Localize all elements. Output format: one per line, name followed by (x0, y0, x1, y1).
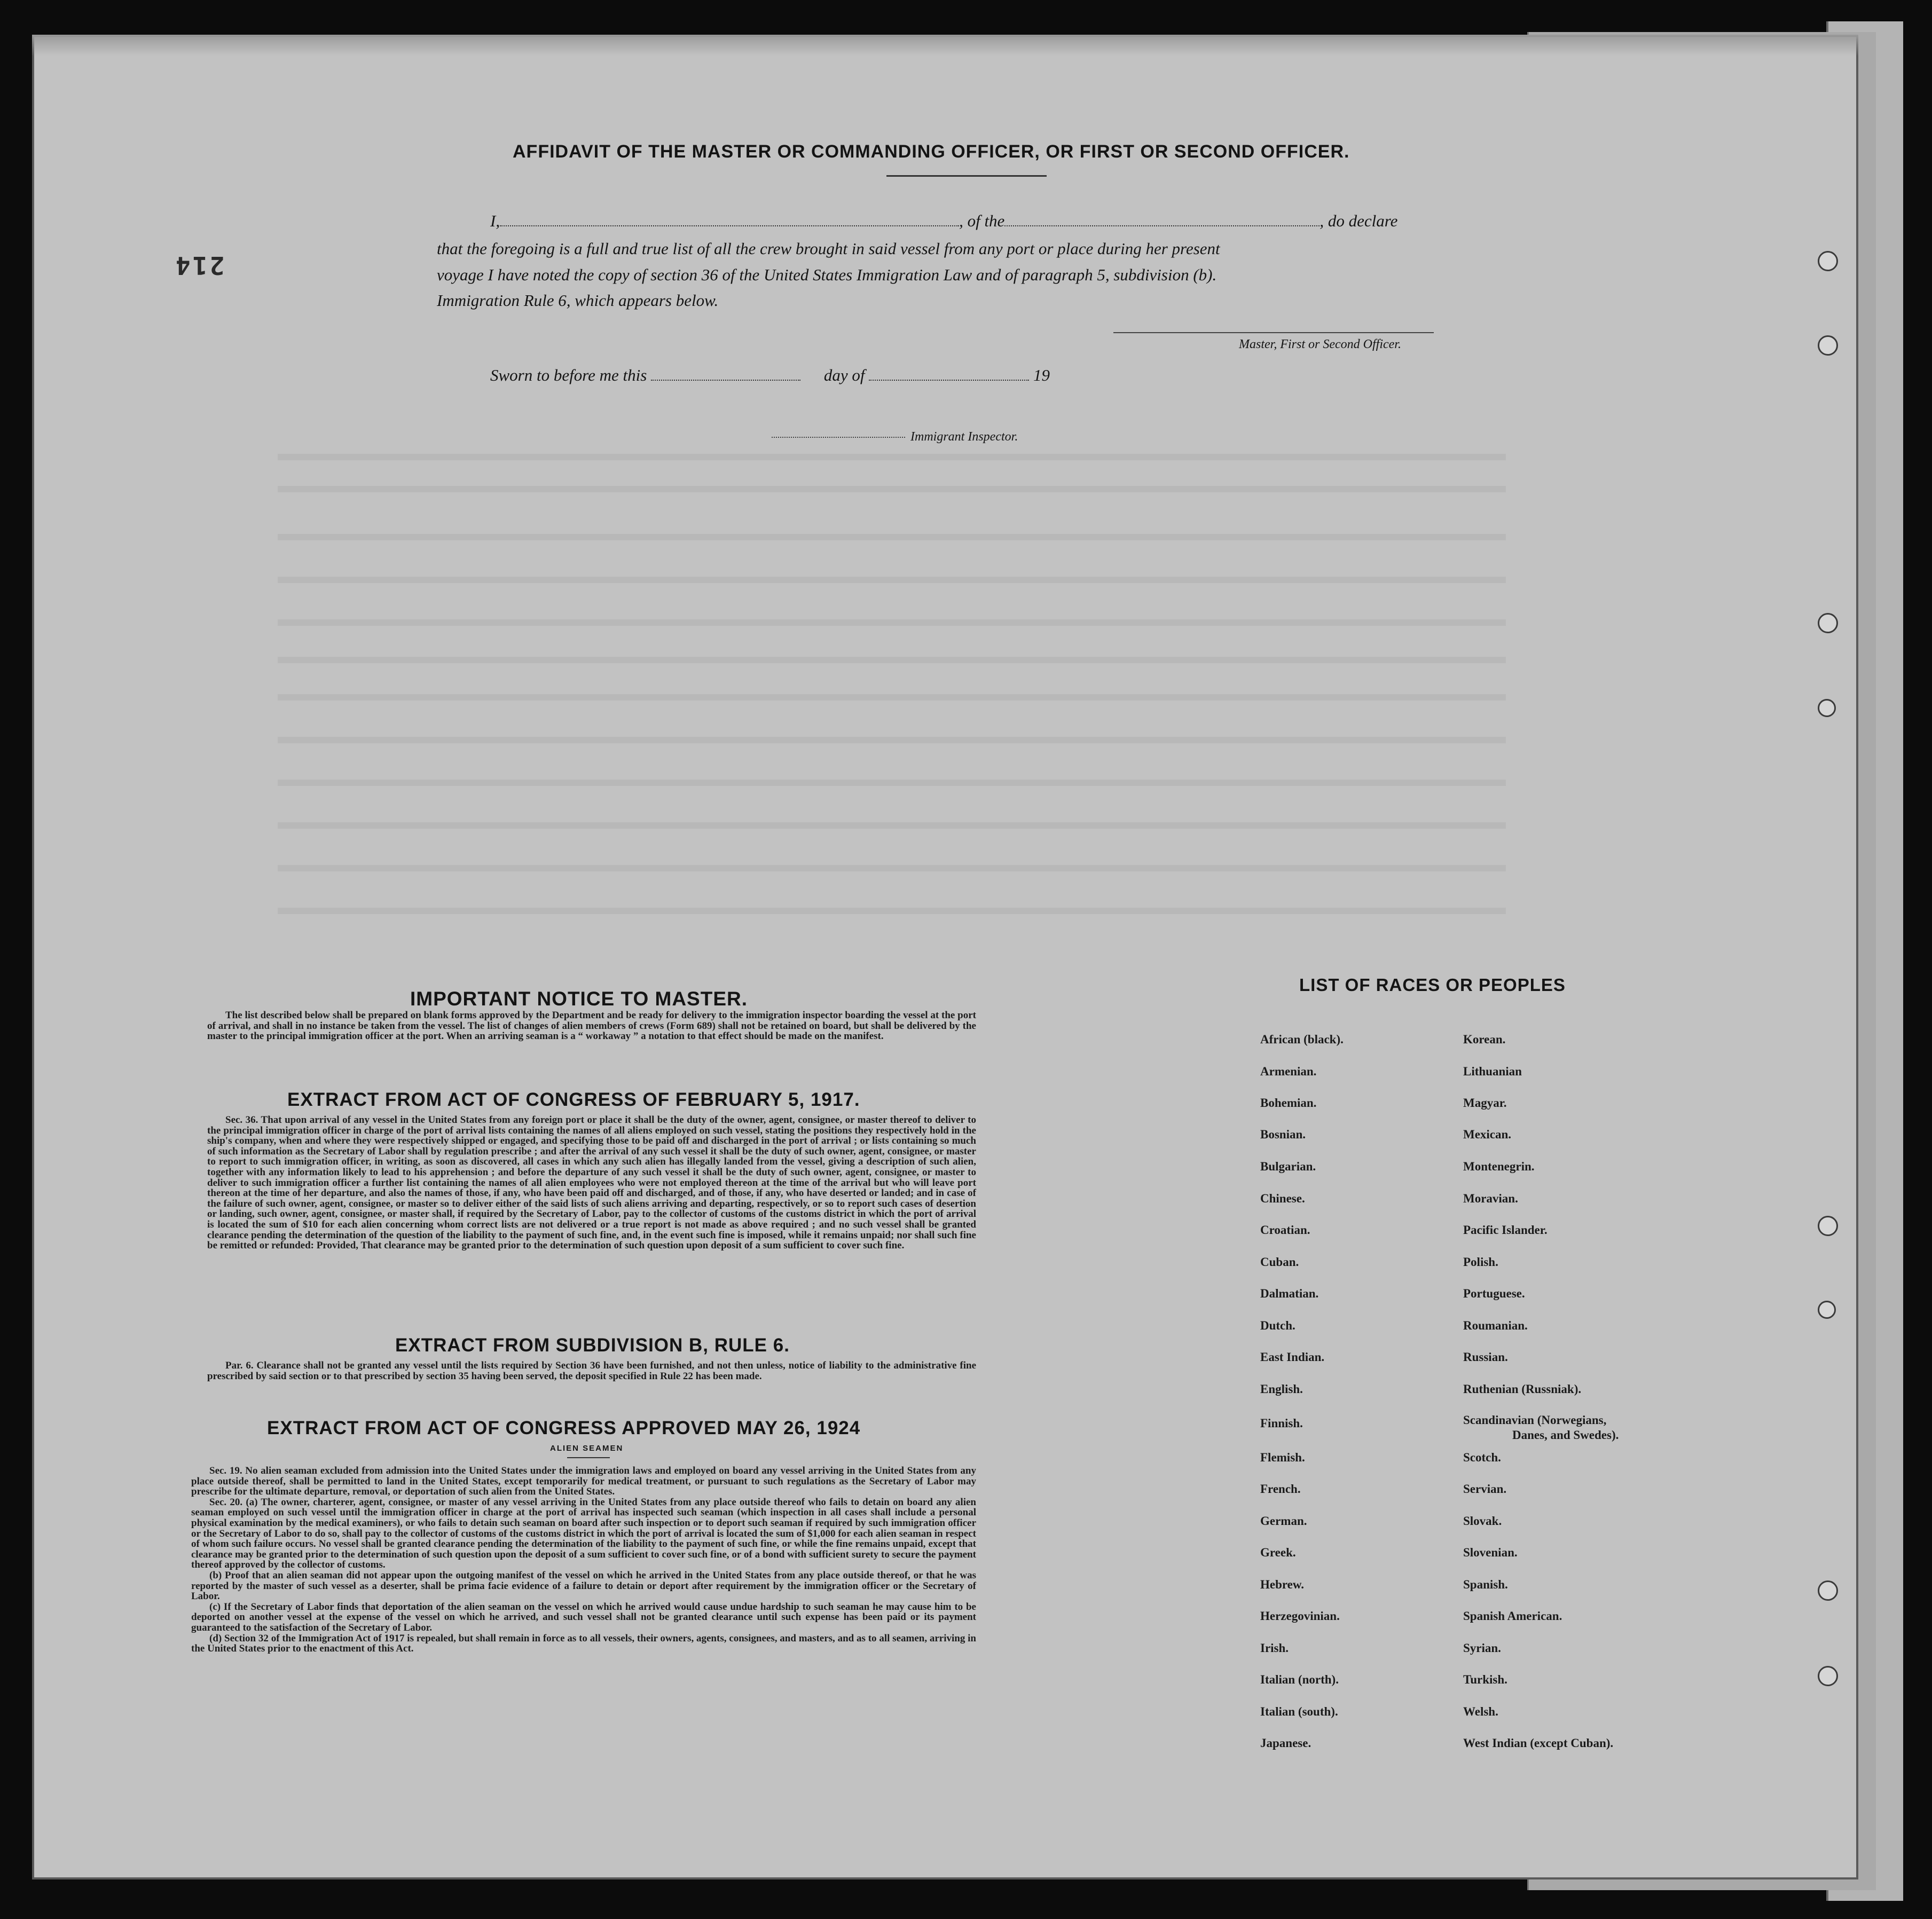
race-item: Dutch. (1260, 1319, 1295, 1332)
day-blank[interactable] (651, 380, 800, 381)
race-item: Scotch. (1463, 1451, 1501, 1464)
race-item: Russian. (1463, 1350, 1508, 1364)
page-shadow (32, 35, 1858, 56)
punch-hole (1818, 613, 1838, 633)
extract-rule6-title: EXTRACT FROM SUBDIVISION B, RULE 6. (395, 1335, 790, 1356)
bleed-through-row (278, 694, 1506, 701)
race-item: Syrian. (1463, 1641, 1501, 1655)
race-item: Chinese. (1260, 1192, 1305, 1205)
race-item: Polish. (1463, 1255, 1498, 1269)
notice-title: IMPORTANT NOTICE TO MASTER. (410, 988, 748, 1010)
race-item: Cuban. (1260, 1255, 1299, 1269)
race-item: Herzegovinian. (1260, 1609, 1340, 1623)
race-item: West Indian (except Cuban). (1463, 1736, 1614, 1750)
bleed-through-row (278, 865, 1506, 871)
race-item: Greek. (1260, 1546, 1296, 1559)
stamped-page-number: 214 (174, 251, 225, 280)
race-item: Dalmatian. (1260, 1287, 1319, 1300)
extract-1917-title: EXTRACT FROM ACT OF CONGRESS OF FEBRUARY 5, 1917. (287, 1089, 860, 1110)
extract-1924-paragraph: (c) If the Secretary of Labor finds that deportation of the alien seaman on the vessel on which he arrived would cause undue hardship to such seaman he may cause him to be deported on another vessel at the expense of the vessel on which he arrived, and such vessel shall not be granted clearance until such expense has been paid or its payment guaranteed to the satisfaction of the Secretary of Labor. (191, 1601, 976, 1633)
race-item: Servian. (1463, 1482, 1507, 1496)
punch-hole (1818, 335, 1838, 356)
declaration-line-4: Immigration Rule 6, which appears below. (437, 291, 719, 310)
extract-1924-body (191, 1466, 976, 1654)
race-item: Lithuanian (1463, 1065, 1522, 1078)
race-item: Welsh. (1463, 1705, 1498, 1718)
section-label: Sec. 36. (225, 1114, 258, 1126)
title-divider (886, 175, 1047, 177)
race-item: English. (1260, 1382, 1303, 1396)
day-of-label: day of (823, 366, 865, 384)
punch-hole (1818, 699, 1836, 717)
race-item: Montenegrin. (1463, 1160, 1535, 1173)
of-the-label: , of the (959, 211, 1005, 230)
i-label: I, (490, 211, 500, 230)
inspector-caption: Immigrant Inspector. (910, 430, 1018, 444)
race-item: Scandinavian (Norwegians, (1463, 1413, 1607, 1427)
race-item: East Indian. (1260, 1350, 1325, 1364)
bleed-through-row (278, 619, 1506, 626)
race-item: Bosnian. (1260, 1128, 1306, 1141)
affidavit-title: AFFIDAVIT OF THE MASTER OR COMMANDING OFFICER, OR FIRST OR SECOND OFFICER. (513, 141, 1350, 162)
extract-1924-title: EXTRACT FROM ACT OF CONGRESS APPROVED MAY 26, 1924 (267, 1418, 861, 1438)
race-item: Pacific Islander. (1463, 1223, 1548, 1237)
bleed-through-row (278, 577, 1506, 583)
race-item: Mexican. (1463, 1128, 1512, 1141)
race-item: Turkish. (1463, 1673, 1507, 1686)
race-item: Irish. (1260, 1641, 1289, 1655)
race-item: Bohemian. (1260, 1096, 1317, 1110)
race-item: Japanese. (1260, 1736, 1311, 1750)
race-item: Roumanian. (1463, 1319, 1528, 1332)
race-item: Italian (south). (1260, 1705, 1338, 1718)
punch-hole (1818, 1666, 1838, 1686)
signature-caption: Master, First or Second Officer. (1239, 337, 1401, 351)
race-item: Croatian. (1260, 1223, 1310, 1237)
inspector-signature-line (772, 437, 905, 438)
race-item: Hebrew. (1260, 1578, 1304, 1591)
race-item: Slovak. (1463, 1514, 1502, 1528)
sworn-line (490, 366, 1050, 385)
punch-hole (1818, 1216, 1838, 1236)
races-title: LIST OF RACES OR PEOPLES (1299, 975, 1566, 995)
bleed-through-row (278, 534, 1506, 540)
section-text: Clearance shall not be granted any vessel until the lists required by Section 36 have been furnished, and not then unless, notice of liability to the administrative fine prescribed by said section or to that prescribed by section 35 having been served, the deposit specified in Rule 22 has been made. (207, 1360, 977, 1382)
extract-rule6-body (207, 1360, 976, 1381)
extract-1924-paragraph: Sec. 19. No alien seaman excluded from admission into the United States under the immigration laws and employed on board any vessel arriving in the United States from any place outside thereof, shall be permitted to land in the United States, except temporarily for medical treatment, or pursuant to such regulations as the Secretary of Labor may prescribe for the ultimate departure, removal, or deportation of such alien from the United States. (191, 1465, 976, 1498)
extract-1917-paragraph (207, 1115, 976, 1251)
extract-rule6-paragraph (207, 1360, 976, 1381)
declaration-line-2: that the foregoing is a full and true list of all the crew brought in said vessel from any port or place during her present (437, 239, 1220, 258)
do-declare-label: , do declare (1320, 211, 1398, 230)
race-item: African (black). (1260, 1033, 1344, 1046)
bleed-through-row (278, 822, 1506, 829)
extract-1924-paragraph: (d) Section 32 of the Immigration Act of 1917 is repealed, but shall remain in force as to all vessels, their owners, agents, consignees, and masters, and as to all seamen, arriving in the United States prior to the enactment of this Act. (191, 1632, 976, 1655)
vessel-blank[interactable] (1004, 225, 1320, 226)
race-item: Portuguese. (1463, 1287, 1525, 1300)
bleed-through-row (278, 486, 1506, 492)
year-prefix: 19 (1033, 366, 1050, 384)
race-item: Korean. (1463, 1033, 1506, 1046)
race-item: Moravian. (1463, 1192, 1518, 1205)
extract-1917-body (207, 1115, 976, 1251)
subtitle-rule (567, 1457, 610, 1458)
race-item: Bulgarian. (1260, 1160, 1316, 1173)
race-item: Magyar. (1463, 1096, 1507, 1110)
month-blank[interactable] (869, 380, 1029, 381)
race-item: Spanish American. (1463, 1609, 1562, 1623)
bleed-through-row (278, 908, 1506, 914)
race-item: Flemish. (1260, 1451, 1305, 1464)
section-label: Par. 6. (225, 1360, 254, 1371)
section-text: That upon arrival of any vessel in the United States from any foreign port or place it shall be the duty of the owner, agent, consignee, or master thereof to deliver to the principal immigration officer in charge of the port of arrival lists containing the names of all aliens employed on such vessel, stating the positions they respectively hold in the ship's company, when and where they were respectively shipped or engaged, and specifying those to be paid off and discharged in the port of arrival ; or lists containing so much of such information as the Secretary of Labor shall by regulation prescribe ; and after the arrival of any such vessel it shall be the duty of such owner, agent, consignee, or master to report to such immigration officer, in writing, as soon as discovered, all cases in which any such alien has illegally landed from the vessel, giving a description of such alien, together with any information likely to lead to his apprehension ; and before the departure of any such vessel it shall be the duty of such owner, agent, consignee, or master to deliver to such immigration officer a further list containing the names of all alien employees who were not employed thereon at the time of the arrival but who will leave port thereon at the time of her departure, and also the names of those, if any, who have been paid off and discharged, and of those, if any, who have deserted or landed; and in case of the failure of such owner, agent, consignee, or master so to deliver either of the said lists of such aliens arriving and departing, respectively, or so to report such cases of desertion or landing, such owner, agent, consignee, or master shall, if required by the Secretary of Labor, pay to the collector of customs of the customs district in which the port of arrival is located the sum of $10 for each alien concerning whom correct lists are not delivered or a true report is not made as above required ; and no such vessel shall be granted clearance pending the determination of the question of the liability to the payment of such fine, and, in the event such fine is imposed, while it remains unpaid; nor shall such fine be remitted or refunded: Provided, That clearance may be granted prior to the determination of such question upon deposit of a sum sufficient to cover such fine. (207, 1114, 976, 1252)
signature-line (1113, 332, 1434, 333)
punch-hole (1818, 1301, 1836, 1319)
name-blank[interactable] (500, 225, 959, 226)
bleed-through-row (278, 780, 1506, 786)
extract-1924-paragraph: Sec. 20. (a) The owner, charterer, agent, consignee, or master of any vessel arriving in the United States from any place outside thereof who fails to detain on board any alien seaman employed on such vessel until the immigration officer in charge at the port of arrival has inspected such seaman (which inspection in all cases shall include a personal physical examination by the medical examiners), or who fails to detain such seaman on board after such inspection or to deport such seaman if required by such immigration officer or the Secretary of Labor to do so, shall pay to the collector of customs of the customs district in which the port of arrival is located the sum of $1,000 for each alien seaman in respect of whom such failure occurs. No vessel shall be granted clearance pending the determination of the liability to the payment of such fine, or while the fine remains unpaid, except that clearance may be granted prior to the determination of such question upon the deposit of a sum sufficient to cover such fine, or of a bond with sufficient surety to secure the payment thereof approved by the collector of customs. (191, 1496, 976, 1571)
race-item: Slovenian. (1463, 1546, 1518, 1559)
race-item: Spanish. (1463, 1578, 1508, 1591)
notice-paragraph: The list described below shall be prepared on blank forms approved by the Department and be ready for delivery to the immigration inspector boarding the vessel at the port of arrival, and shall in no instance be taken from the vessel. The list of changes of alien members of crews (Form 689) shall not be retained on board, but shall be delivered by the master to the principal immigration officer at the port. When an arriving seaman is a “ workaway ” a notation to that effect should be made on the manifest. (207, 1010, 976, 1042)
bleed-through-row (278, 737, 1506, 743)
extract-1924-subtitle: ALIEN SEAMEN (550, 1444, 624, 1453)
race-item: Italian (north). (1260, 1673, 1339, 1686)
race-item: German. (1260, 1514, 1307, 1528)
bleed-through-row (278, 657, 1506, 663)
extract-1924-paragraph: (b) Proof that an alien seaman did not appear upon the outgoing manifest of the vessel on which he arrived in the United States from any place outside thereof, or that he was reported by the master of such vessel as a deserter, shall be prima facie evidence of a failure to detain or deport after requirement by the immigration officer or the Secretary of Labor. (191, 1569, 976, 1602)
race-item: Finnish. (1260, 1417, 1303, 1430)
race-item-continuation: Danes, and Swedes). (1512, 1428, 1619, 1442)
punch-hole (1818, 251, 1838, 271)
bleed-through-row (278, 454, 1506, 460)
declaration-line-1 (490, 211, 1397, 231)
race-item: Armenian. (1260, 1065, 1317, 1078)
punch-hole (1818, 1580, 1838, 1601)
sworn-label: Sworn to before me this (490, 366, 647, 384)
declaration-line-3: voyage I have noted the copy of section 36 of the United States Immigration Law and of paragraph 5, subdivision (b). (437, 265, 1217, 284)
race-item: French. (1260, 1482, 1301, 1496)
notice-body (207, 1010, 976, 1042)
race-item: Ruthenian (Russniak). (1463, 1382, 1582, 1396)
